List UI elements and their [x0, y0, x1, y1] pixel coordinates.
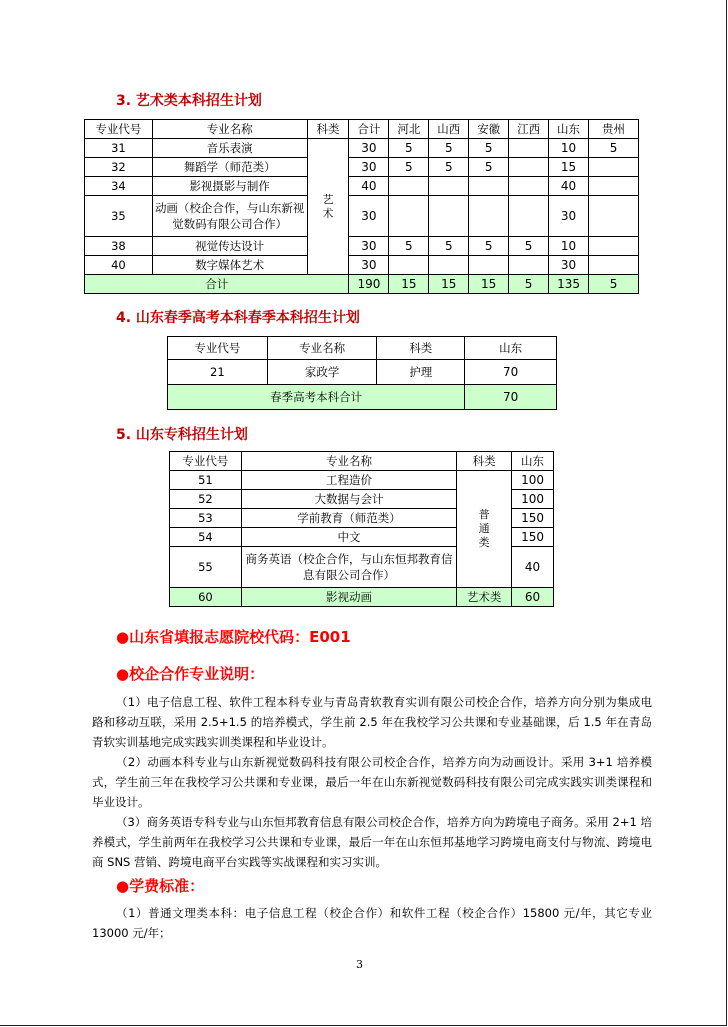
- junior-table: [169, 451, 554, 607]
- fee-paragraphs: [92, 903, 652, 943]
- table-row: [168, 360, 557, 385]
- cell: 30: [349, 139, 389, 158]
- major-code: 32: [85, 158, 153, 177]
- major-name: 动画（校企合作，与山东新视觉数码有限公司合作）: [152, 196, 307, 237]
- cell: 5: [389, 237, 429, 256]
- col-header: 江西: [509, 120, 549, 139]
- total-label: 合计: [85, 275, 349, 294]
- cell: 5: [589, 139, 639, 158]
- fee-title: ●学费标准：: [116, 877, 205, 895]
- major-code: 40: [85, 256, 153, 275]
- cell: 135: [549, 275, 589, 294]
- cell: 30: [349, 196, 389, 237]
- cell: 30: [349, 237, 389, 256]
- major-code: 21: [168, 360, 268, 385]
- col-header: 合计: [349, 120, 389, 139]
- table-row: [85, 177, 639, 196]
- cell: 40: [549, 177, 589, 196]
- cell: 40: [512, 547, 554, 588]
- cell: 150: [512, 528, 554, 547]
- cell: 5: [429, 237, 469, 256]
- cell: 70: [465, 360, 557, 385]
- col-header: 专业名称: [267, 337, 377, 360]
- cell: [469, 196, 509, 237]
- category: 护理: [377, 360, 465, 385]
- major-name: 中文: [241, 528, 456, 547]
- section-title-junior: 5. 山东专科招生计划: [116, 427, 248, 443]
- major-code: 54: [170, 528, 242, 547]
- cell: 5: [509, 275, 549, 294]
- cell: [389, 177, 429, 196]
- cell: [429, 177, 469, 196]
- col-header: 科类: [307, 120, 349, 139]
- col-header: 专业代号: [170, 452, 242, 471]
- cell: [429, 256, 469, 275]
- art-header-row: [85, 120, 639, 139]
- col-header: 专业名称: [152, 120, 307, 139]
- cell: [469, 177, 509, 196]
- col-header: 科类: [457, 452, 512, 471]
- major-code: 51: [170, 471, 242, 490]
- table-row: [85, 256, 639, 275]
- cell: [389, 196, 429, 237]
- cell: 30: [549, 256, 589, 275]
- major-name: 影视动画: [241, 588, 456, 607]
- major-code: 31: [85, 139, 153, 158]
- cell: 5: [389, 139, 429, 158]
- cell: [509, 139, 549, 158]
- cell: 5: [509, 237, 549, 256]
- major-name: 舞蹈学（师范类）: [152, 158, 307, 177]
- cell: 15: [469, 275, 509, 294]
- cell: 190: [349, 275, 389, 294]
- cell: 150: [512, 509, 554, 528]
- total-row: [168, 385, 557, 410]
- col-header: 贵州: [589, 120, 639, 139]
- major-code: 60: [170, 588, 242, 607]
- table-row: [85, 139, 639, 158]
- cell: 70: [465, 385, 557, 410]
- cell: 30: [349, 256, 389, 275]
- cell: 15: [549, 158, 589, 177]
- spring-header-row: [168, 337, 557, 360]
- cell: [589, 237, 639, 256]
- cell: [429, 196, 469, 237]
- major-name: 音乐表演: [152, 139, 307, 158]
- major-name: 家政学: [267, 360, 377, 385]
- major-code: 53: [170, 509, 242, 528]
- category: 艺术类: [457, 588, 512, 607]
- table-row: [85, 158, 639, 177]
- major-code: 34: [85, 177, 153, 196]
- coop-title: ●校企合作专业说明：: [116, 665, 265, 683]
- art-table: [84, 119, 639, 294]
- table-row: [85, 237, 639, 256]
- cell: [589, 196, 639, 237]
- col-header: 山东: [512, 452, 554, 471]
- junior-header-row: [170, 452, 554, 471]
- coop-paragraph-1: （1）电子信息工程、软件工程本科专业与青岛青软教育实训有限公司校企合作，培养方向分别为集成电路和移动互联，采用 2.5+1.5 的培养模式，学生前 2.5 年在我校学习公共课和专业基础课，后 1.5 年在青岛青软实训基地完成实践实训类课程和毕业设计。: [92, 695, 652, 749]
- cell: 5: [469, 139, 509, 158]
- category-cell: 普通类: [457, 471, 512, 588]
- cell: 100: [512, 490, 554, 509]
- school-code: ●山东省填报志愿院校代码：E001: [116, 628, 351, 646]
- col-header: 专业代号: [85, 120, 153, 139]
- col-header: 专业名称: [241, 452, 456, 471]
- cell: 15: [389, 275, 429, 294]
- col-header: 专业代号: [168, 337, 268, 360]
- major-name: 数字媒体艺术: [152, 256, 307, 275]
- cell: 40: [349, 177, 389, 196]
- major-name: 学前教育（师范类）: [241, 509, 456, 528]
- major-name: 大数据与会计: [241, 490, 456, 509]
- col-header: 山东: [549, 120, 589, 139]
- cell: 5: [429, 158, 469, 177]
- section-title-spring: 4. 山东春季高考本科春季本科招生计划: [116, 310, 360, 326]
- total-row: [85, 275, 639, 294]
- cell: 10: [549, 237, 589, 256]
- col-header: 山东: [465, 337, 557, 360]
- cell: [389, 256, 429, 275]
- cell: 5: [469, 158, 509, 177]
- table-row: [170, 471, 554, 490]
- cell: 5: [469, 237, 509, 256]
- col-header: 山西: [429, 120, 469, 139]
- col-header: 河北: [389, 120, 429, 139]
- section-title-art: 3. 艺术类本科招生计划: [116, 93, 262, 109]
- cell: 10: [549, 139, 589, 158]
- col-header: 科类: [377, 337, 465, 360]
- total-label: 春季高考本科合计: [168, 385, 465, 410]
- major-code: 38: [85, 237, 153, 256]
- cell: [509, 177, 549, 196]
- cell: 100: [512, 471, 554, 490]
- cell: [509, 196, 549, 237]
- major-code: 55: [170, 547, 242, 588]
- cell: [509, 256, 549, 275]
- cell: 30: [349, 158, 389, 177]
- cell: 5: [389, 158, 429, 177]
- spring-table: [167, 336, 557, 410]
- table-row: [85, 196, 639, 237]
- coop-paragraphs: [92, 692, 652, 872]
- major-name: 工程造价: [241, 471, 456, 490]
- cell: [509, 158, 549, 177]
- last-row: [170, 588, 554, 607]
- coop-paragraph-3: （3）商务英语专科专业与山东恒邦教育信息有限公司校企合作，培养方向为跨境电子商务。采用 2+1 培养模式，学生前两年在我校学习公共课和专业课，最后一年在山东恒邦基地学习跨境电商支付与物流、跨境电商 SNS 营销、跨境电商平台实践等实战课程和实习实训。: [92, 815, 652, 869]
- category-cell: 艺术: [307, 139, 349, 275]
- coop-paragraph-2: （2）动画本科专业与山东新视觉数码科技有限公司校企合作，培养方向为动画设计。采用 3+1 培养模式，学生前三年在我校学习公共课和专业课，最后一年在山东新视觉数码科技有限公司完成实践实训类课程和毕业设计。: [92, 755, 652, 809]
- major-name: 商务英语（校企合作，与山东恒邦教育信息有限公司合作）: [241, 547, 456, 588]
- major-name: 影视摄影与制作: [152, 177, 307, 196]
- cell: 5: [429, 139, 469, 158]
- major-code: 52: [170, 490, 242, 509]
- fee-paragraph-1: （1）普通文理类本科：电子信息工程（校企合作）和软件工程（校企合作）15800 元/年，其它专业 13000 元/年；: [92, 906, 652, 940]
- cell: [589, 256, 639, 275]
- cell: 15: [429, 275, 469, 294]
- cell: 30: [549, 196, 589, 237]
- page-number: 3: [356, 958, 363, 971]
- col-header: 安徽: [469, 120, 509, 139]
- major-code: 35: [85, 196, 153, 237]
- cell: [469, 256, 509, 275]
- cell: 60: [512, 588, 554, 607]
- cell: 5: [589, 275, 639, 294]
- cell: [589, 177, 639, 196]
- cell: [589, 158, 639, 177]
- major-name: 视觉传达设计: [152, 237, 307, 256]
